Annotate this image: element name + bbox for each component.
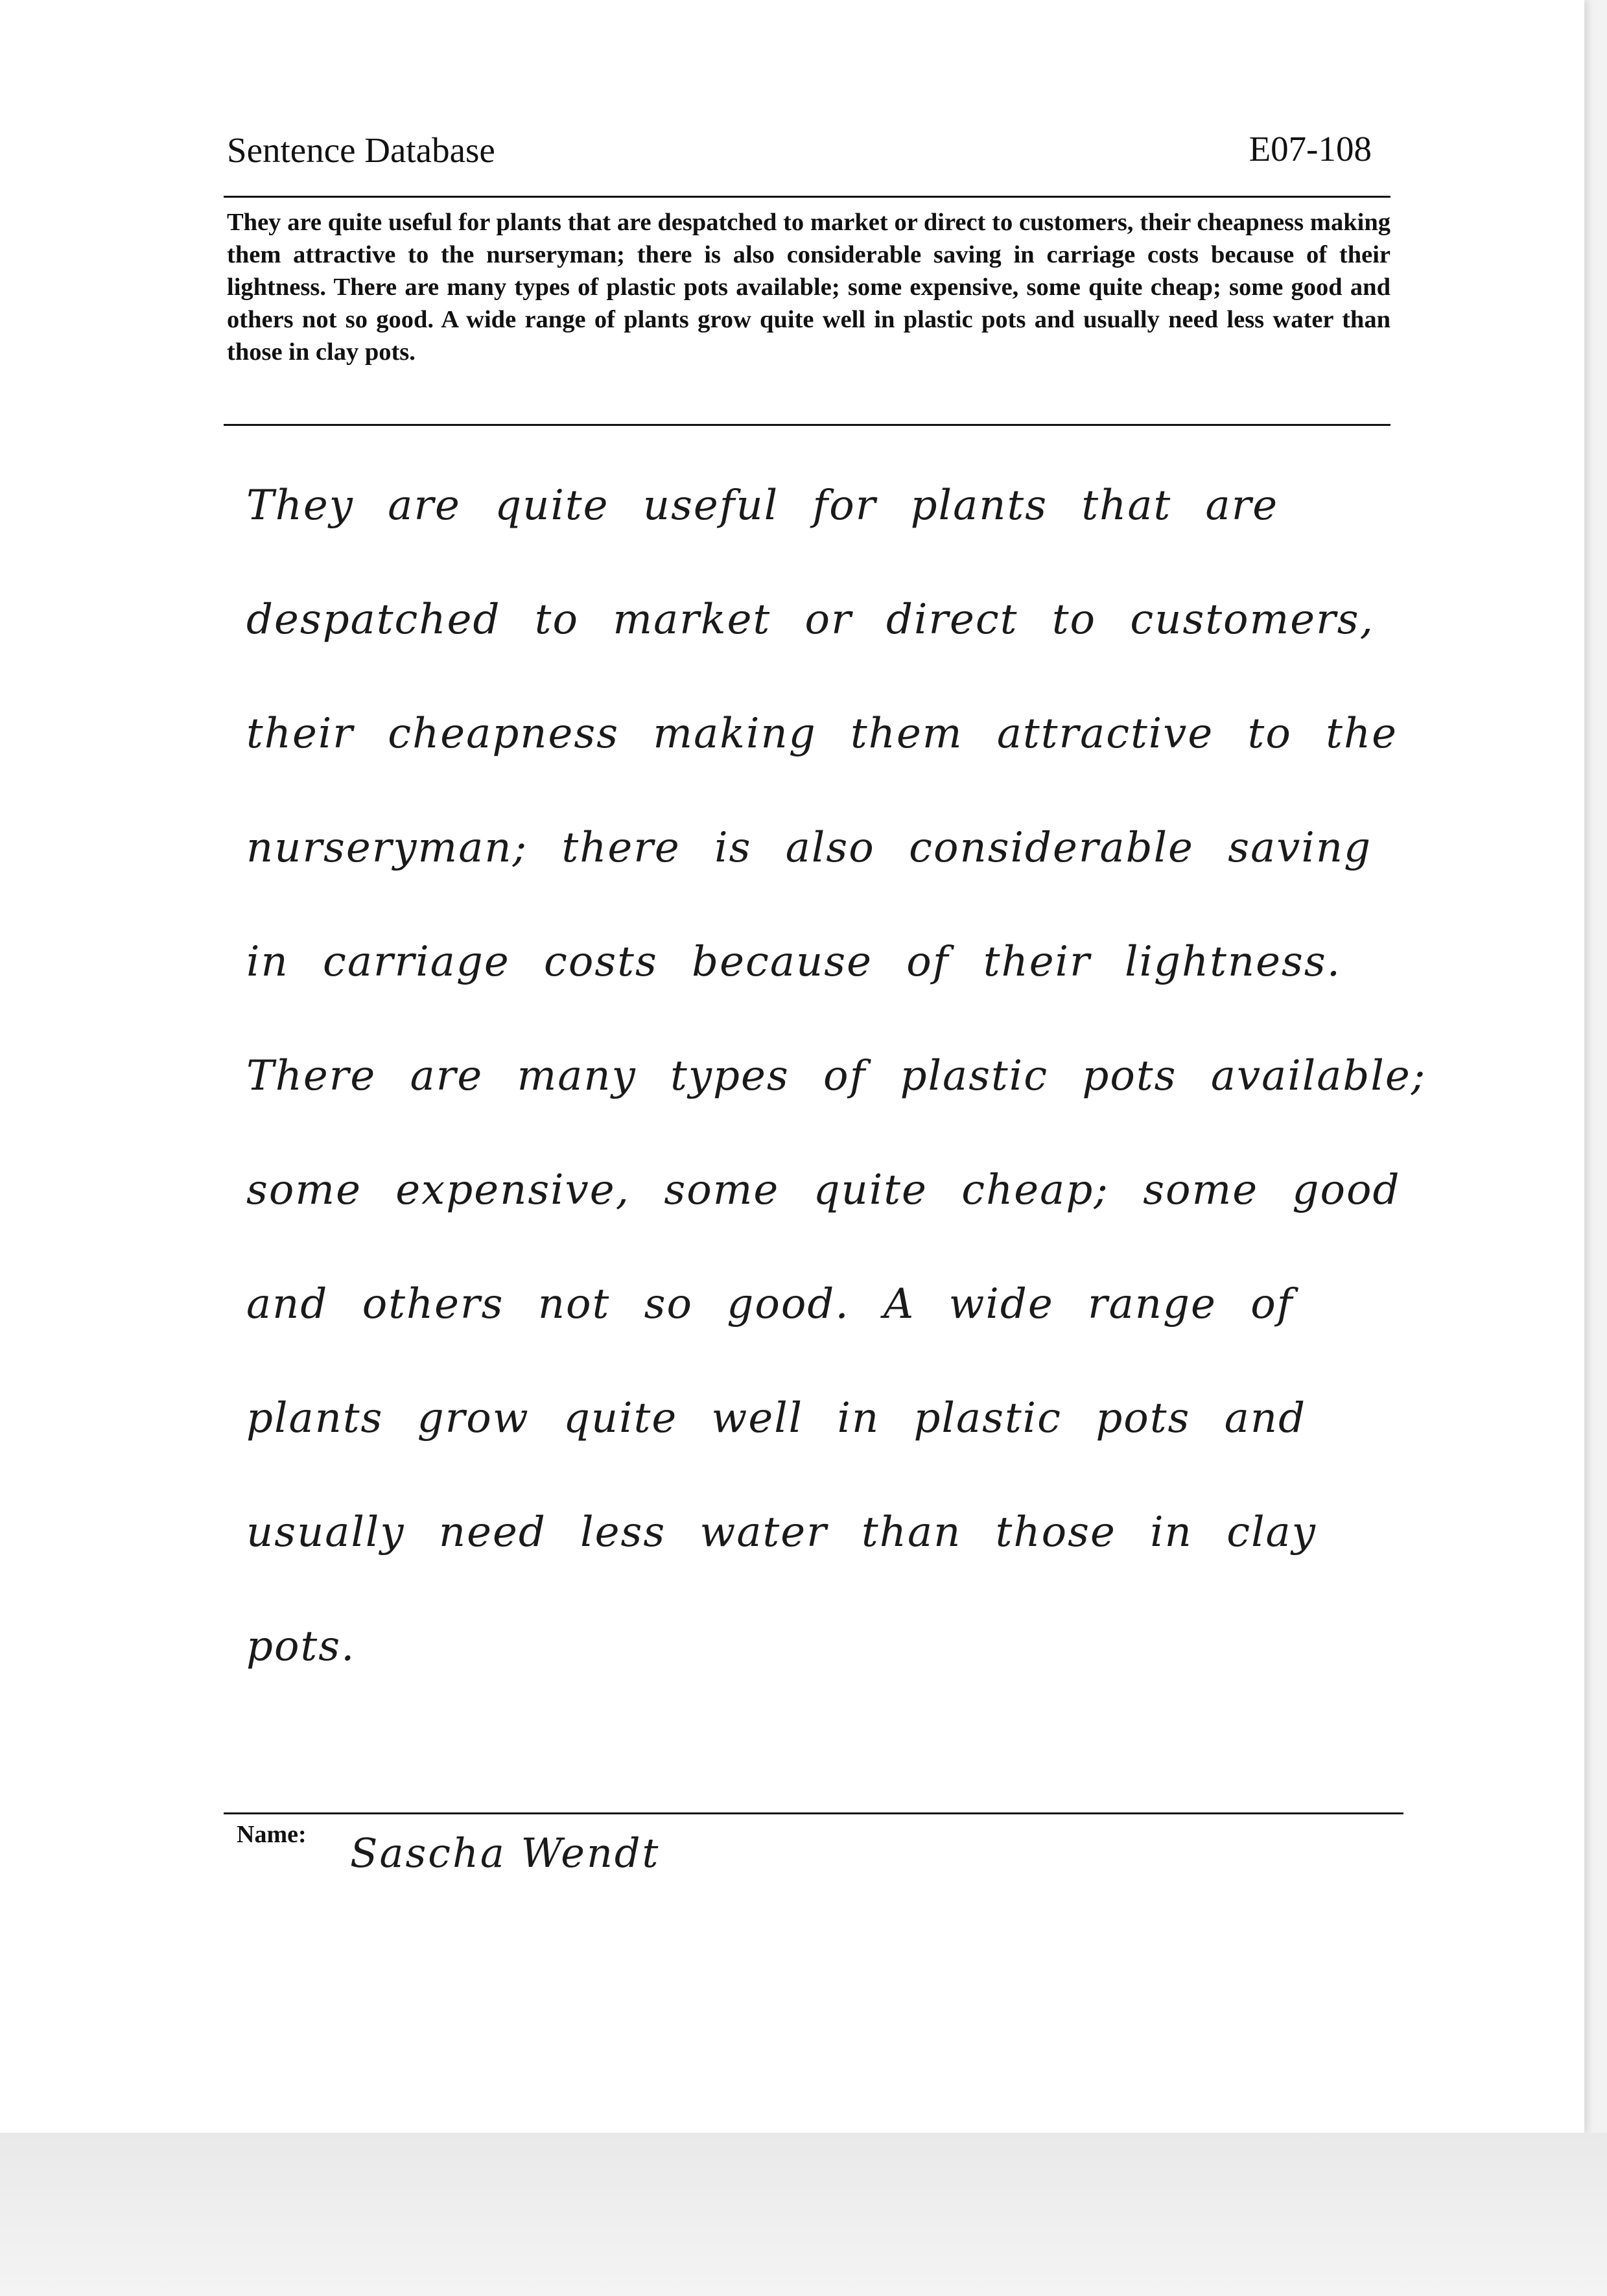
handwritten-line: plants grow quite well in plastic pots and <box>246 1394 1307 1442</box>
handwritten-line: some expensive, some quite cheap; some good <box>246 1166 1401 1214</box>
scanner-background <box>0 2133 1607 2296</box>
middle-rule <box>224 424 1390 426</box>
handwritten-line: despatched to market or direct to customers, <box>246 596 1374 644</box>
form-id: E07-108 <box>1249 129 1372 169</box>
handwritten-line: pots. <box>246 1622 356 1670</box>
handwriting-area <box>246 473 1427 1728</box>
handwritten-line: their cheapness making them attractive to the <box>246 710 1398 758</box>
handwritten-name: Sascha Wendt <box>350 1829 661 1877</box>
handwritten-line: There are many types of plastic pots available; <box>246 1052 1427 1100</box>
handwritten-line: nurseryman; there is also considerable saving <box>246 824 1372 872</box>
name-label: Name: <box>237 1821 307 1848</box>
form-title: Sentence Database <box>227 130 495 170</box>
handwritten-line: usually need less water than those in clay <box>246 1508 1317 1556</box>
top-rule <box>224 196 1390 198</box>
printed-sentence-text: They are quite useful for plants that are despatched to market or direct to customers, their cheapness making them attractive to the nurseryman; there is also considerable saving in carriage costs because of their lightness. There are many types of plastic pots available; some expensive, some quite cheap; some good and others not so good. A wide range of plants grow quite well in plastic pots and usually need less water than those in clay pots. <box>227 209 1390 366</box>
handwritten-line: in carriage costs because of their lightness. <box>246 938 1342 986</box>
bottom-rule <box>224 1812 1403 1814</box>
handwritten-line: They are quite useful for plants that are <box>246 482 1279 530</box>
handwritten-line: and others not so good. A wide range of <box>246 1280 1294 1328</box>
